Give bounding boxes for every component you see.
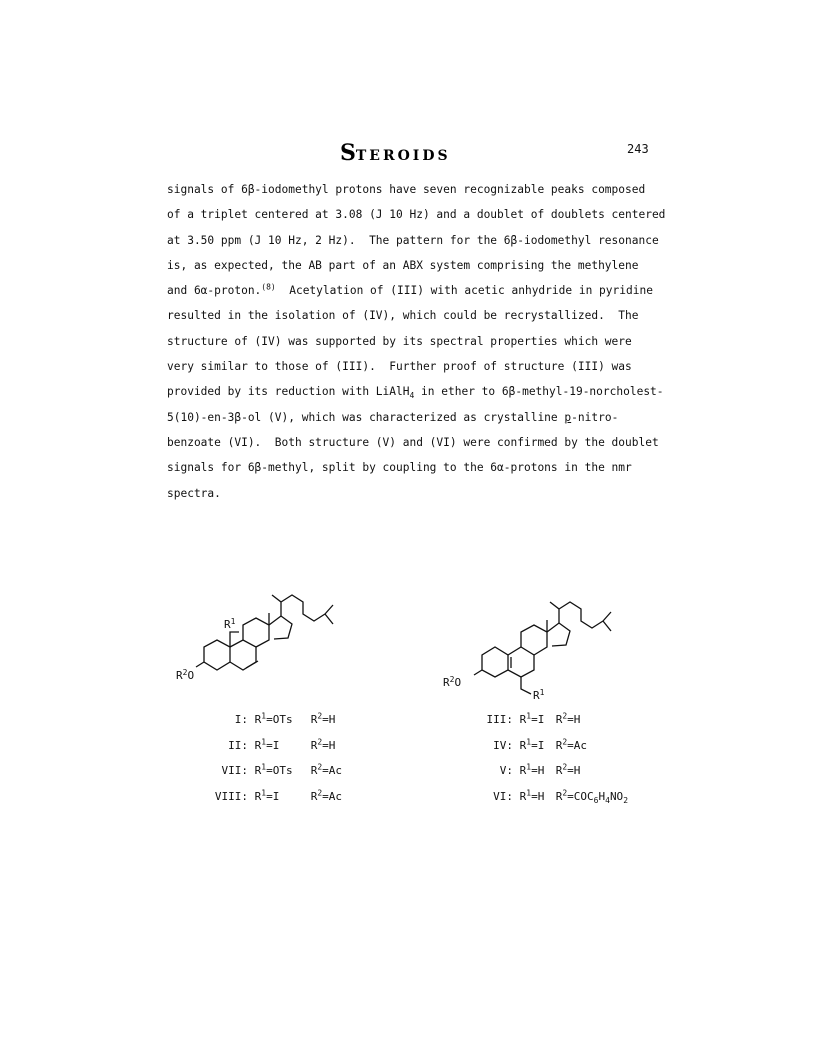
page-number: 243	[627, 142, 649, 156]
text-line-7: structure of (IV) was supported by its spectral properties which were	[167, 334, 632, 348]
text-line-12: signals for 6β-methyl, split by coupling to the 6α-protons in the nmr	[167, 461, 632, 475]
text-line-8: very similar to those of (III). Further proof of structure (III) was	[167, 360, 632, 374]
steroid-skeleton-right	[474, 602, 611, 694]
text-line-2: of a triplet centered at 3.08 (J 10 Hz) and a doublet of doublets centered	[167, 208, 666, 222]
steroid-skeleton-left	[196, 595, 333, 670]
r1-label-right: $R^1$	[533, 688, 545, 702]
structure-right	[440, 575, 655, 705]
reference-citation: (8)	[261, 282, 276, 292]
compound-row: VIII: $R^1=I$ $R^2=Ac$	[214, 787, 343, 803]
compound-list-left	[213, 713, 342, 815]
r1-label-left: $R^1$	[224, 617, 236, 631]
journal-rest: TEROIDS	[355, 148, 451, 164]
compound-row: V: $R^1=H$ $R^2=H$	[499, 762, 581, 777]
running-header	[0, 140, 816, 166]
journal-title	[340, 140, 451, 166]
journal-initial: S	[340, 140, 356, 166]
body-paragraph	[167, 177, 666, 506]
compound-row: VII: $R^1=OTs$ $R^2=Ac$	[221, 762, 343, 777]
text-line-5: and 6α-proton.$^{(8)}$ Acetylation of (III) with acetic anhydride in pyridine	[167, 282, 653, 298]
compound-row: II: $R^1=I$ $R^2=H$	[228, 736, 336, 752]
structure-left	[175, 575, 385, 695]
compound-row: IV: $R^1=I$ $R^2=Ac$	[493, 736, 588, 752]
text-line-11: benzoate (VI). Both structure (V) and (VI) were confirmed by the doublet	[167, 435, 659, 449]
text-line-9: provided by its reduction with LiAlH$_4$ in ether to 6β-methyl-19-norcholest-	[167, 385, 664, 401]
text-line-3: at 3.50 ppm (J 10 Hz, 2 Hz). The pattern for the 6β-iodomethyl resonance	[167, 233, 659, 247]
r2o-label-right: $R^2O$	[443, 675, 462, 689]
text-line-1: signals of 6β-iodomethyl protons have seven recognizable peaks composed	[167, 183, 646, 196]
compound-row: I: $R^1=OTs$ $R^2=H$	[234, 711, 336, 726]
compound-row: VI: $R^1=H$ $R^2=COC_6H_4NO_2$	[493, 787, 629, 805]
r2o-label-left: $R^2O$	[176, 668, 195, 682]
text-line-10: 5(10)-en-3β-ol (V), which was characterized as crystalline p-nitro-	[167, 410, 619, 424]
text-line-13: spectra.	[167, 486, 221, 500]
text-line-6: resulted in the isolation of (IV), which could be recrystallized. The	[167, 309, 639, 323]
compound-list-right	[478, 713, 628, 815]
text-line-4: is, as expected, the AB part of an ABX system comprising the methylene	[167, 258, 639, 272]
compound-row: III: $R^1=I$ $R^2=H$	[486, 711, 581, 726]
